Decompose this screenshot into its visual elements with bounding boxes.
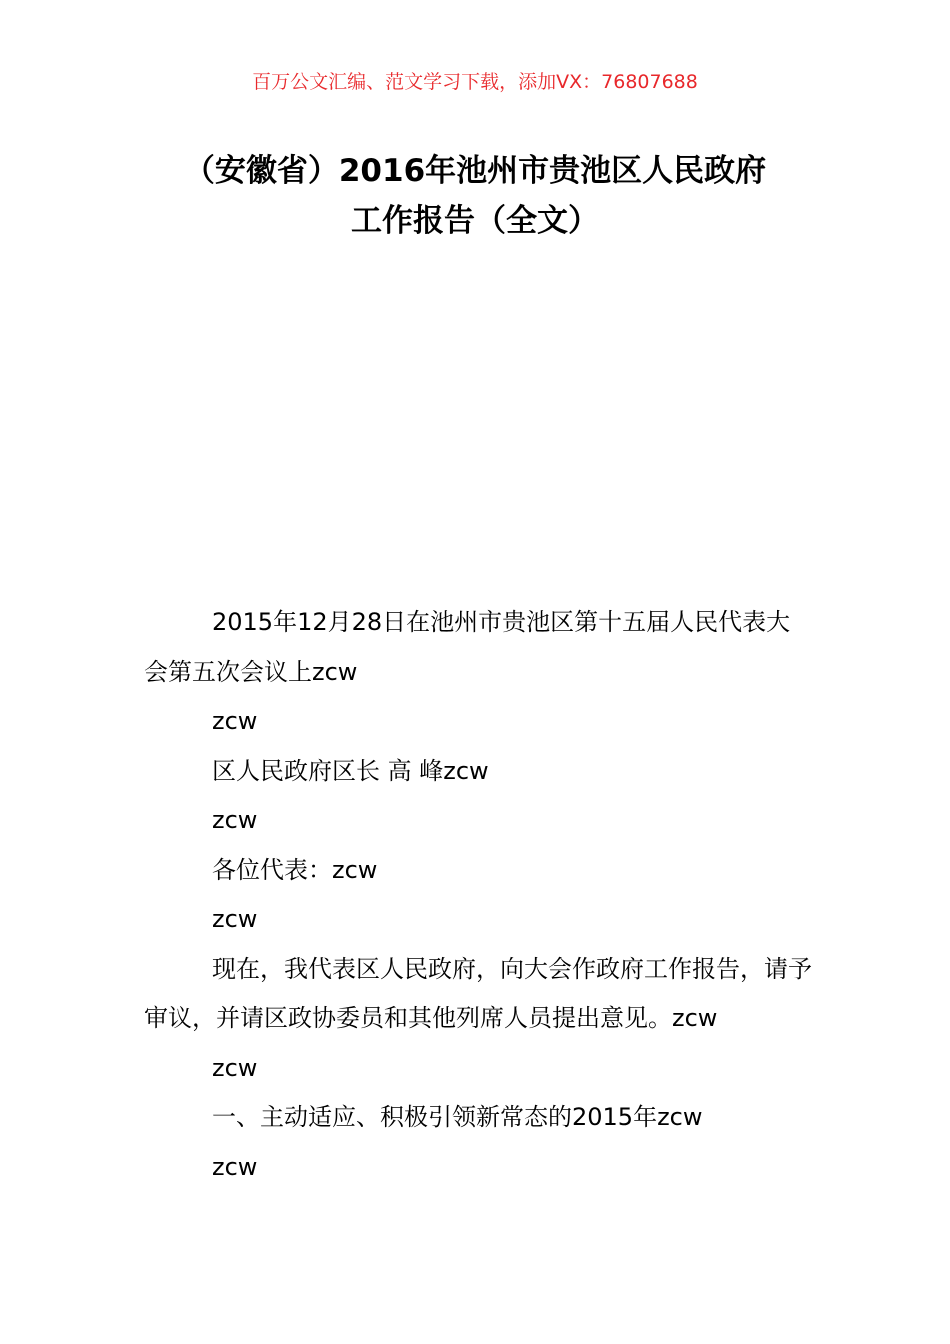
document-title xyxy=(120,146,830,246)
paragraph-speaker: 区人民政府区长 高 峰zcw xyxy=(212,756,489,785)
paragraph: zcw xyxy=(212,1152,258,1181)
document-title-line-1: （安徽省）2016年池州市贵池区人民政府 xyxy=(183,153,767,189)
paragraph-salutation: 各位代表：zcw xyxy=(212,855,378,884)
document-title-line-2: 工作报告（全文） xyxy=(351,203,599,239)
document-body xyxy=(144,598,812,1192)
paragraph-meeting-info: 2015年12月28日在池州市贵池区第十五届人民代表大会第五次会议上zcw xyxy=(144,608,791,686)
section-heading: 一、主动适应、积极引领新常态的2015年zcw xyxy=(212,1103,703,1131)
paragraph: zcw xyxy=(212,905,258,933)
paragraph-opening: 现在，我代表区人民政府，向大会作政府工作报告，请予审议，并请区政协委员和其他列席人员提出意见。zcw xyxy=(144,954,812,1032)
paragraph: zcw xyxy=(212,806,258,834)
paragraph: zcw xyxy=(212,1053,258,1082)
paragraph: zcw xyxy=(212,707,258,735)
header-note: 百万公文汇编、范文学习下载，添加VX：76807688 xyxy=(252,71,698,93)
